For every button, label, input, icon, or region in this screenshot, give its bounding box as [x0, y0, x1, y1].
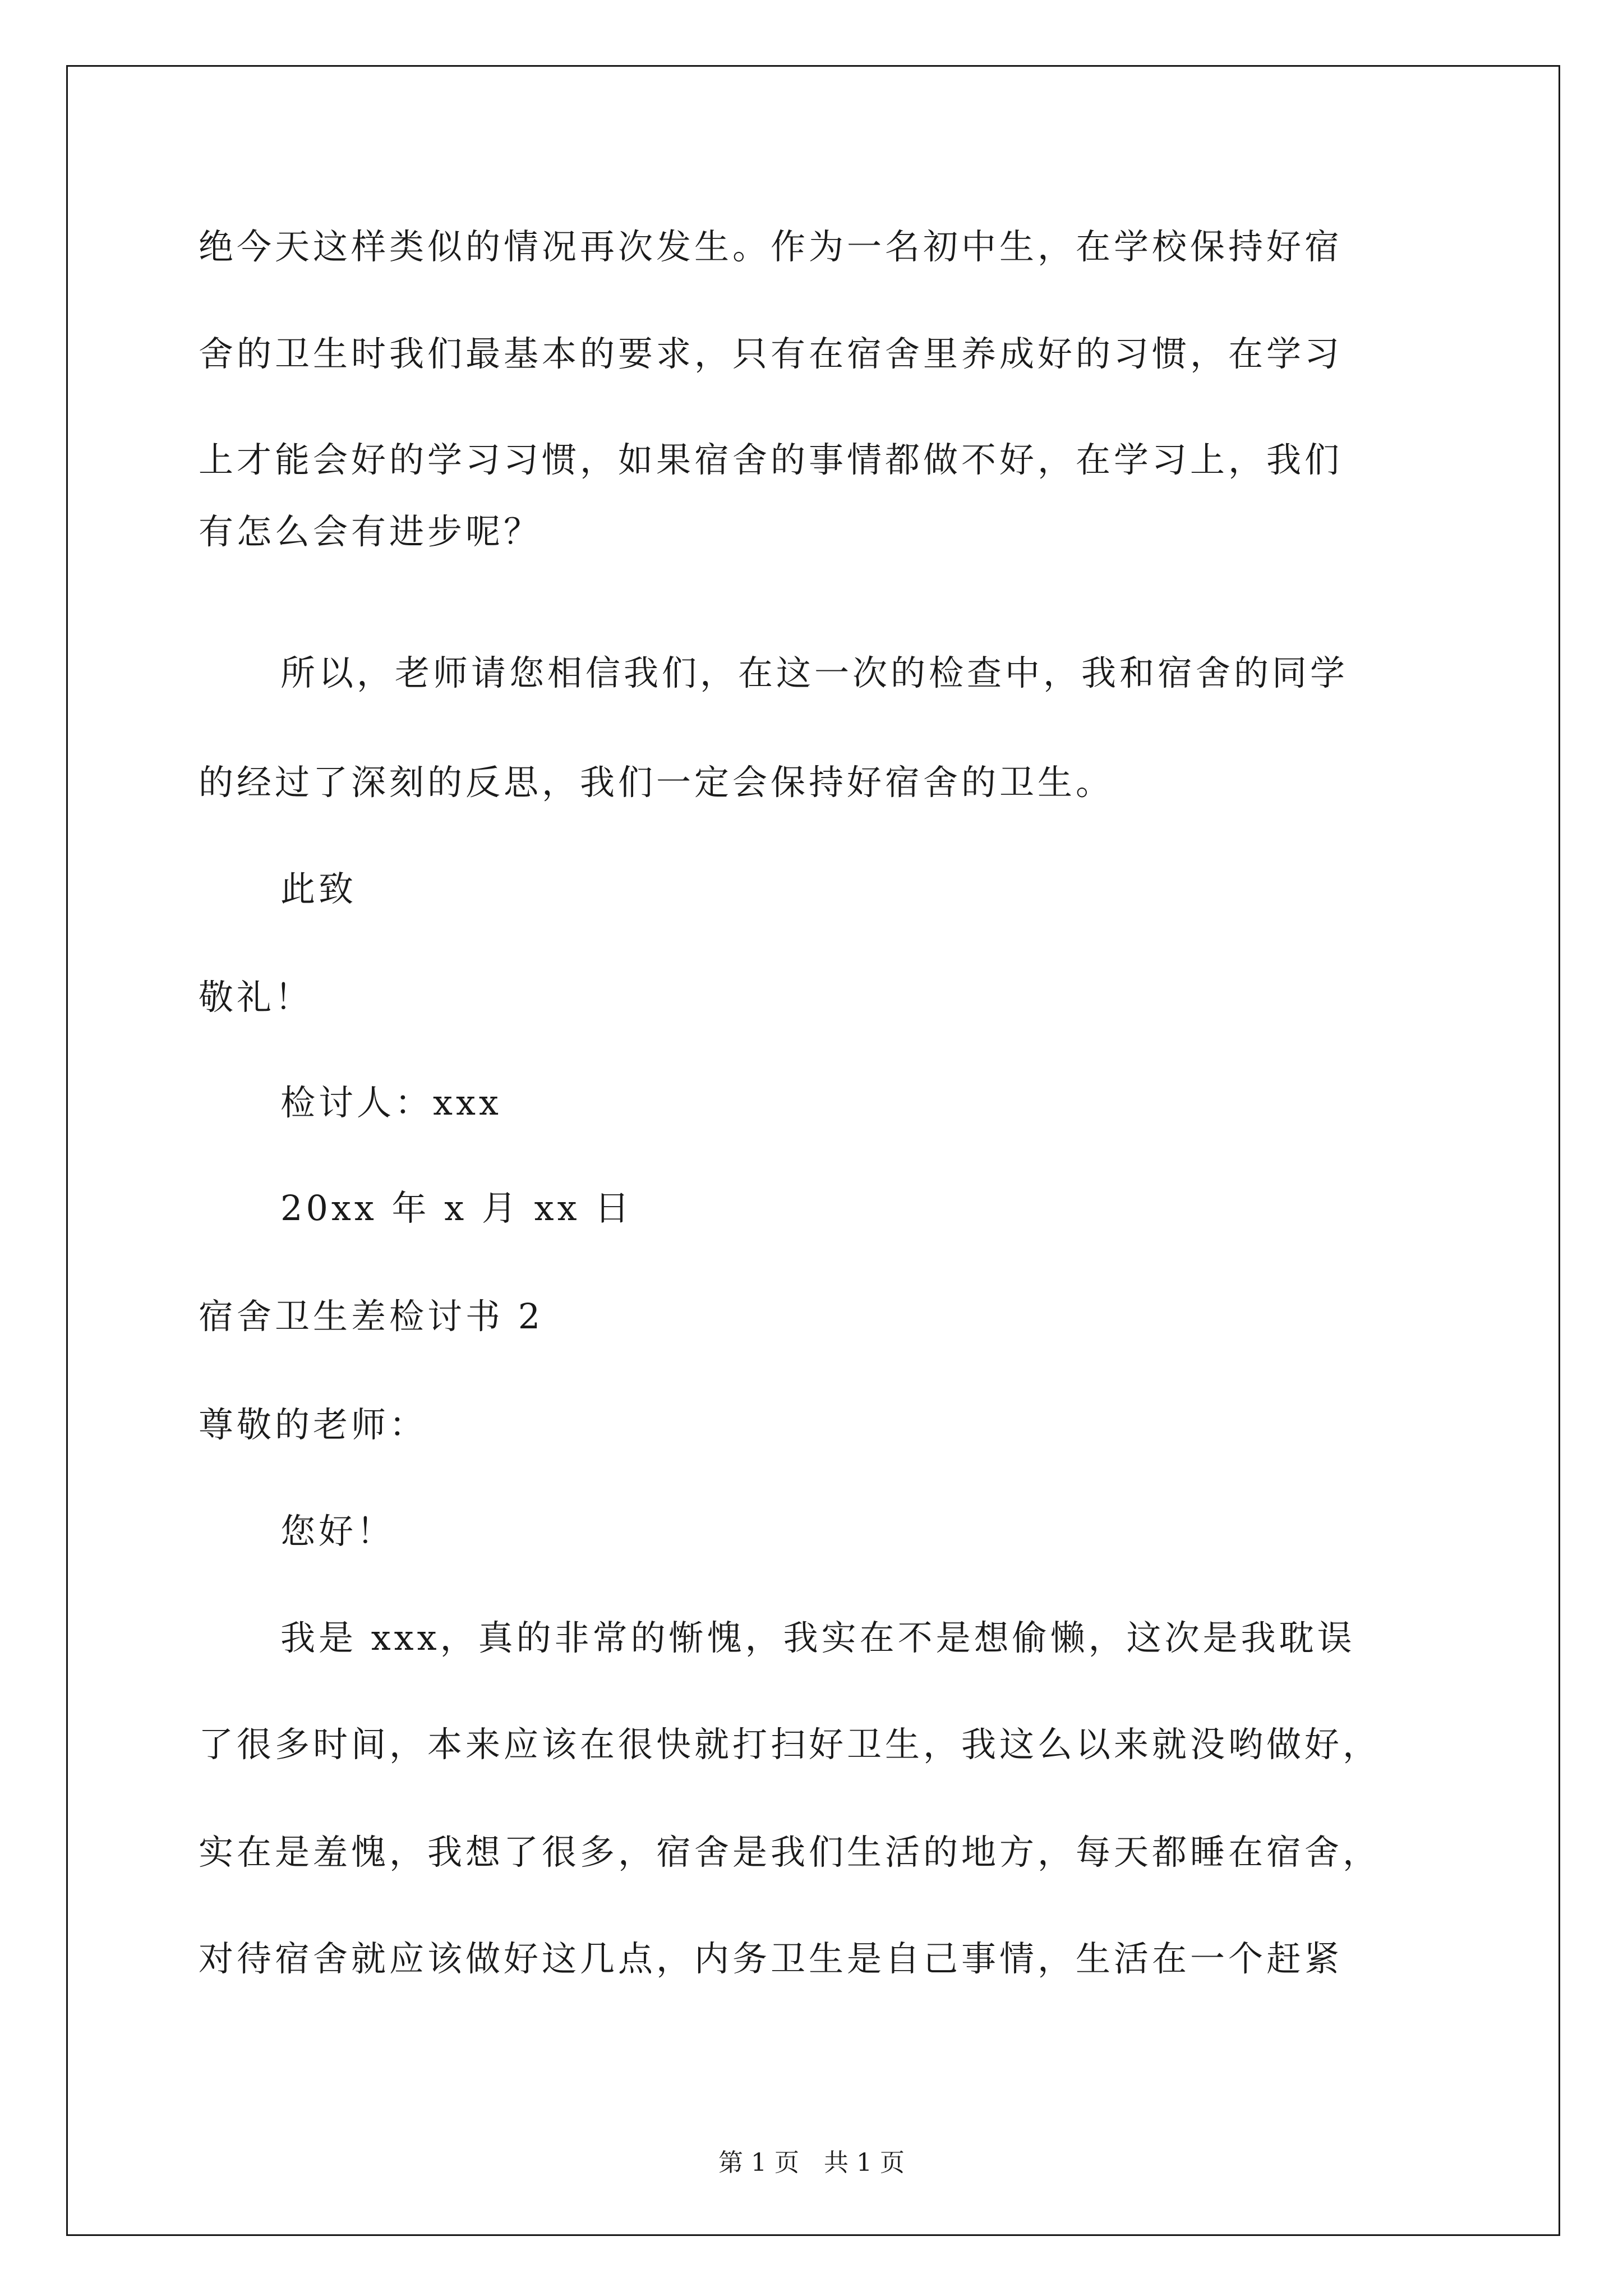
page-footer: 第 1 页 共 1 页: [718, 2148, 905, 2177]
salutation: 敬礼！: [199, 977, 313, 1018]
body-line: 我是 xxx，真的非常的惭愧，我实在不是想偷懒，这次是我耽误: [280, 1617, 1355, 1658]
body-line: 的经过了深刻的反思，我们一定会保持好宿舍的卫生。: [199, 762, 1114, 803]
body-line: 上才能会好的学习习惯，如果宿舍的事情都做不好，在学习上，我们: [199, 439, 1343, 480]
body-line: 了很多时间，本来应该在很快就打扫好卫生，我这么以来就没哟做好，: [199, 1724, 1381, 1765]
body-line: 实在是羞愧，我想了很多，宿舍是我们生活的地方，每天都睡在宿舍，: [199, 1832, 1381, 1872]
body-line: 所以，老师请您相信我们，在这一次的检查中，我和宿舍的同学: [280, 652, 1349, 693]
section-title: 宿舍卫生差检讨书 2: [199, 1296, 544, 1337]
greeting-line: 您好！: [280, 1511, 395, 1552]
body-line: 绝今天这样类似的情况再次发生。作为一名初中生，在学校保持好宿: [199, 226, 1343, 267]
body-line: 有怎么会有进步呢？: [199, 511, 542, 552]
date-line: 20xx 年 x 月 xx 日: [280, 1188, 633, 1228]
body-line: 对待宿舍就应该做好这几点，内务卫生是自己事情，生活在一个赶紧: [199, 1938, 1343, 1979]
page-border: [66, 65, 1560, 2236]
closing-phrase: 此致: [280, 868, 357, 909]
greeting: 尊敬的老师：: [199, 1404, 428, 1445]
body-line: 舍的卫生时我们最基本的要求，只有在宿舍里养成好的习惯，在学习: [199, 333, 1343, 374]
signature-line: 检讨人：xxx: [280, 1082, 502, 1123]
